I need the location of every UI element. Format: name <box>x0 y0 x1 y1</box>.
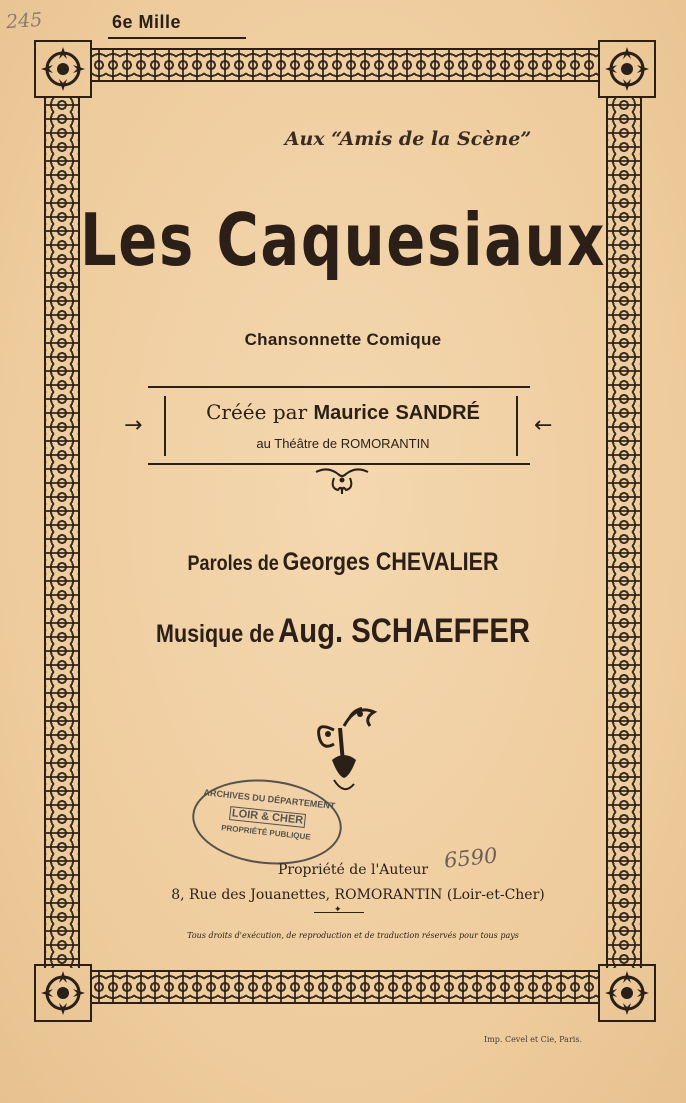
creator-prefix: Créée par <box>206 400 308 424</box>
dedication: Aux “Amis de la Scène” <box>284 128 532 150</box>
music-prefix: Musique de <box>156 620 275 648</box>
music-credit <box>48 612 638 651</box>
performer-first-name: Maurice <box>313 402 390 424</box>
bottom-border-band <box>92 970 600 1004</box>
rosette-icon <box>39 45 87 93</box>
creation-box-bottom-rule <box>148 463 530 465</box>
stamp-line-1: ARCHIVES DU DÉPARTEMENT <box>203 787 336 812</box>
divider <box>314 912 364 913</box>
rosette-icon <box>603 969 651 1017</box>
printer-credit: Imp. Cevel et Cie, Paris. <box>484 1035 582 1044</box>
arrow-left-icon: ← <box>534 413 553 438</box>
corner-ornament-top-left <box>34 40 92 98</box>
rosette-icon <box>603 45 651 93</box>
corner-ornament-top-right <box>598 40 656 98</box>
arrow-right-icon: → <box>124 413 143 438</box>
rights-notice: Tous droits d'exécution, de reproduction et de traduction réservés pour tous pays <box>187 931 519 940</box>
publisher-address: 8, Rue des Jouanettes, ROMORANTIN (Loir-et-Cher) <box>171 887 545 903</box>
lyre-vignette-icon <box>304 700 388 800</box>
margin-note: 245 <box>5 8 43 34</box>
lyrics-prefix: Paroles de <box>187 552 279 575</box>
venue-line: au Théâtre de ROMORANTIN <box>256 436 430 451</box>
creation-box-top-rule <box>148 386 530 388</box>
edition-label: 6e Mille <box>112 12 182 32</box>
stamp-line-2: LOIR & CHER <box>229 806 306 828</box>
rosette-icon <box>39 969 87 1017</box>
scroll-ornament-icon <box>314 466 370 498</box>
top-border-band <box>92 48 600 82</box>
song-title: Les Caquesiaux <box>79 198 607 282</box>
stamp-line-3: PROPRIÉTÉ PUBLIQUE <box>220 823 312 842</box>
edition-underline <box>108 37 246 39</box>
lyrics-credit <box>48 548 638 577</box>
song-subtitle: Chansonnette Comique <box>244 330 442 349</box>
corner-ornament-bottom-right <box>598 964 656 1022</box>
composer-name: Aug. SCHAEFFER <box>278 612 530 650</box>
ownership-line: Propriété de l'Auteur <box>277 862 429 878</box>
creator-line <box>0 400 686 425</box>
corner-ornament-bottom-left <box>34 964 92 1022</box>
handwritten-inventory-number: 6590 <box>442 843 499 873</box>
lyricist-name: Georges CHEVALIER <box>282 548 499 576</box>
performer-last-name: SANDRÉ <box>395 402 480 424</box>
